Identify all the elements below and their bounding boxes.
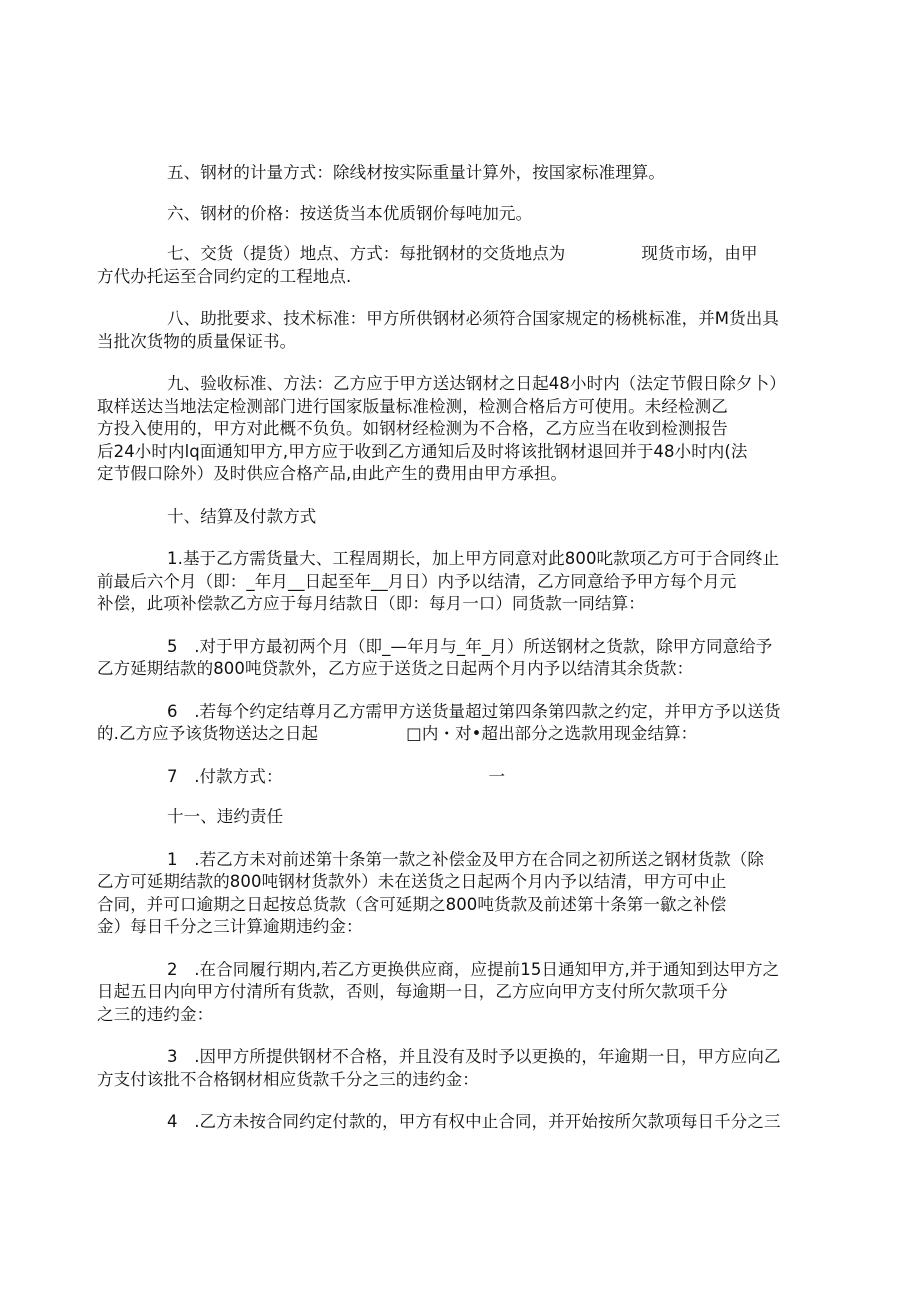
clause-11-item-1-line-1: 1 .若乙方未对前述第十条第一款之补偿金及甲方在合同之初所送之钢材货款（除: [167, 849, 764, 869]
clause-11-item-4: [132, 1111, 788, 1134]
clause-11-item-4-line-1: 4 .乙方未按合同约定付款的，甲方有权中止合同，并开始按所欠款项每日千分之三: [167, 1112, 781, 1131]
clause-5: [132, 162, 788, 185]
clause-7-line-1: [132, 243, 788, 266]
clause-9-line-3: 方投入使用的，甲方对此概不负负。如钢材经检测为不合格，乙方应当在收到检测报告: [97, 419, 728, 438]
clause-8: [97, 308, 788, 353]
clause-10-item-1-line-3: 补偿，此项补偿款乙方应于每月结款日（即：每月一口）同货款一同结算：: [97, 594, 645, 613]
clause-7-text-a: 七、交货（提货）地点、方式：每批钢材的交货地点为: [167, 244, 566, 263]
clause-11-item-1-line-2: 乙方可延期结款的800吨钢材货款外）未在送货之日起两个月内予以结清，甲方可中止: [97, 872, 727, 891]
clause-5-line-1: 五、钢材的计量方式：除线材按实际重量计算外，按国家标准理算。: [167, 163, 665, 182]
document-body: [97, 162, 788, 1134]
clause-10-item-6-line-2: [97, 723, 788, 746]
clause-11-item-3-line-1: 3 .因甲方所提供钢材不合格，并且没有及时予以更换的，年逾期一日，甲方应向乙: [167, 1047, 781, 1066]
clause-7-text-b: 现货市场，由甲: [641, 244, 758, 263]
clause-10-item-6-text-a: 的.乙方应予该货物送达之日起: [97, 724, 319, 743]
clause-6-line-1: 六、钢材的价格：按送货当本优质钢价每吨加元。: [167, 203, 533, 223]
clause-9-line-2: 取样送达当地法定检测部门进行国家版量标准检测，检测合格后方可使用。未经检测乙: [97, 396, 728, 416]
clause-10-item-1: [97, 548, 788, 616]
payment-method-value: 一: [488, 766, 506, 786]
clause-9: [97, 373, 788, 486]
clause-11-item-3-line-2: 方支付该批不合格钢材相应货款千分之三的违约金：: [97, 1069, 479, 1089]
clause-11-item-2-line-2: 日起五日内向甲方付清所有货款，否则，每逾期一日，乙方应向甲方支付所欠款项千分: [97, 982, 728, 1001]
clause-10-item-6-text-b: □内・对•超出部分之选款用现金结算：: [406, 724, 698, 743]
clause-8-line-2: 当批次货物的质量保证书。: [97, 331, 297, 351]
clause-11-heading: [132, 806, 788, 829]
clause-11-item-1: [97, 849, 788, 939]
clause-11-heading-text: 十一、违约责任: [167, 807, 284, 826]
clause-10-heading: [132, 506, 788, 529]
clause-9-line-1: 九、验收标准、方法：乙方应于甲方送达钢材之日起48小时内（法定节假日除夕卜）: [167, 374, 786, 393]
payment-method-label: 7 .付款方式：: [167, 766, 283, 786]
clause-10-item-1-line-1: 1.基于乙方需货量大、工程周期长，加上甲方同意对此800叱款项乙方可于合同终止: [167, 549, 780, 568]
clause-10-item-5-line-2: 乙方延期结款的800吨贷款外，乙方应于送货之日起两个月内予以结清其余货款：: [97, 659, 694, 678]
clause-10-item-6: [97, 701, 788, 746]
clause-10-item-7-line-1: [132, 766, 788, 789]
clause-9-line-4: 后24小时内lq面通知甲方,甲方应于收到乙方通知后及时将该批钢材退回并于48小时内(法: [97, 441, 748, 461]
clause-10-item-6-line-1: 6 .若每个约定结尊月乙方需甲方送货量超过第四条第四款之约定，并甲方予以送货: [167, 701, 781, 721]
clause-6: [132, 203, 788, 226]
clause-8-line-1: 八、助批要求、技术标准：甲方所供钢材必须符合国家规定的杨桃标准，并M货出具: [167, 309, 779, 328]
clause-10-item-5-line-1: 5 .对于甲方最初两个月（即_—年月与_年_月）所送钢材之货款，除甲方同意给予: [167, 636, 773, 656]
clause-10-item-5: [97, 636, 788, 681]
clause-11-item-2-line-1: 2 .在合同履行期内,若乙方更换供应商，应提前15日通知甲方,并于通知到达甲方之: [167, 959, 780, 979]
clause-11-item-1-line-4: 金）每日千分之三计算逾期违约金：: [97, 917, 363, 936]
clause-7-line-2: 方代办托运至合同约定的工程地点.: [97, 266, 352, 286]
clause-10-item-7: [132, 766, 788, 789]
clause-10-heading-text: 十、结算及付款方式: [167, 506, 317, 526]
clause-11-item-1-line-3: 合同，并可口逾期之日起按总货款（含可延期之800吨货款及前述第十条第一歙之补偿: [97, 894, 727, 914]
clause-11-item-2-line-3: 之三的违约金：: [97, 1004, 214, 1024]
clause-11-item-2: [97, 959, 788, 1027]
clause-10-item-1-line-2: 前最后六个月（即：_年月__日起至年__月日）内予以结清，乙方同意给予甲方每个月元: [97, 571, 737, 591]
clause-7: [97, 243, 788, 288]
clause-11-item-3: [97, 1046, 788, 1091]
clause-9-line-5: 定节假口除外）及时供应合格产品,由此产生的费用由甲方承担。: [97, 464, 568, 483]
